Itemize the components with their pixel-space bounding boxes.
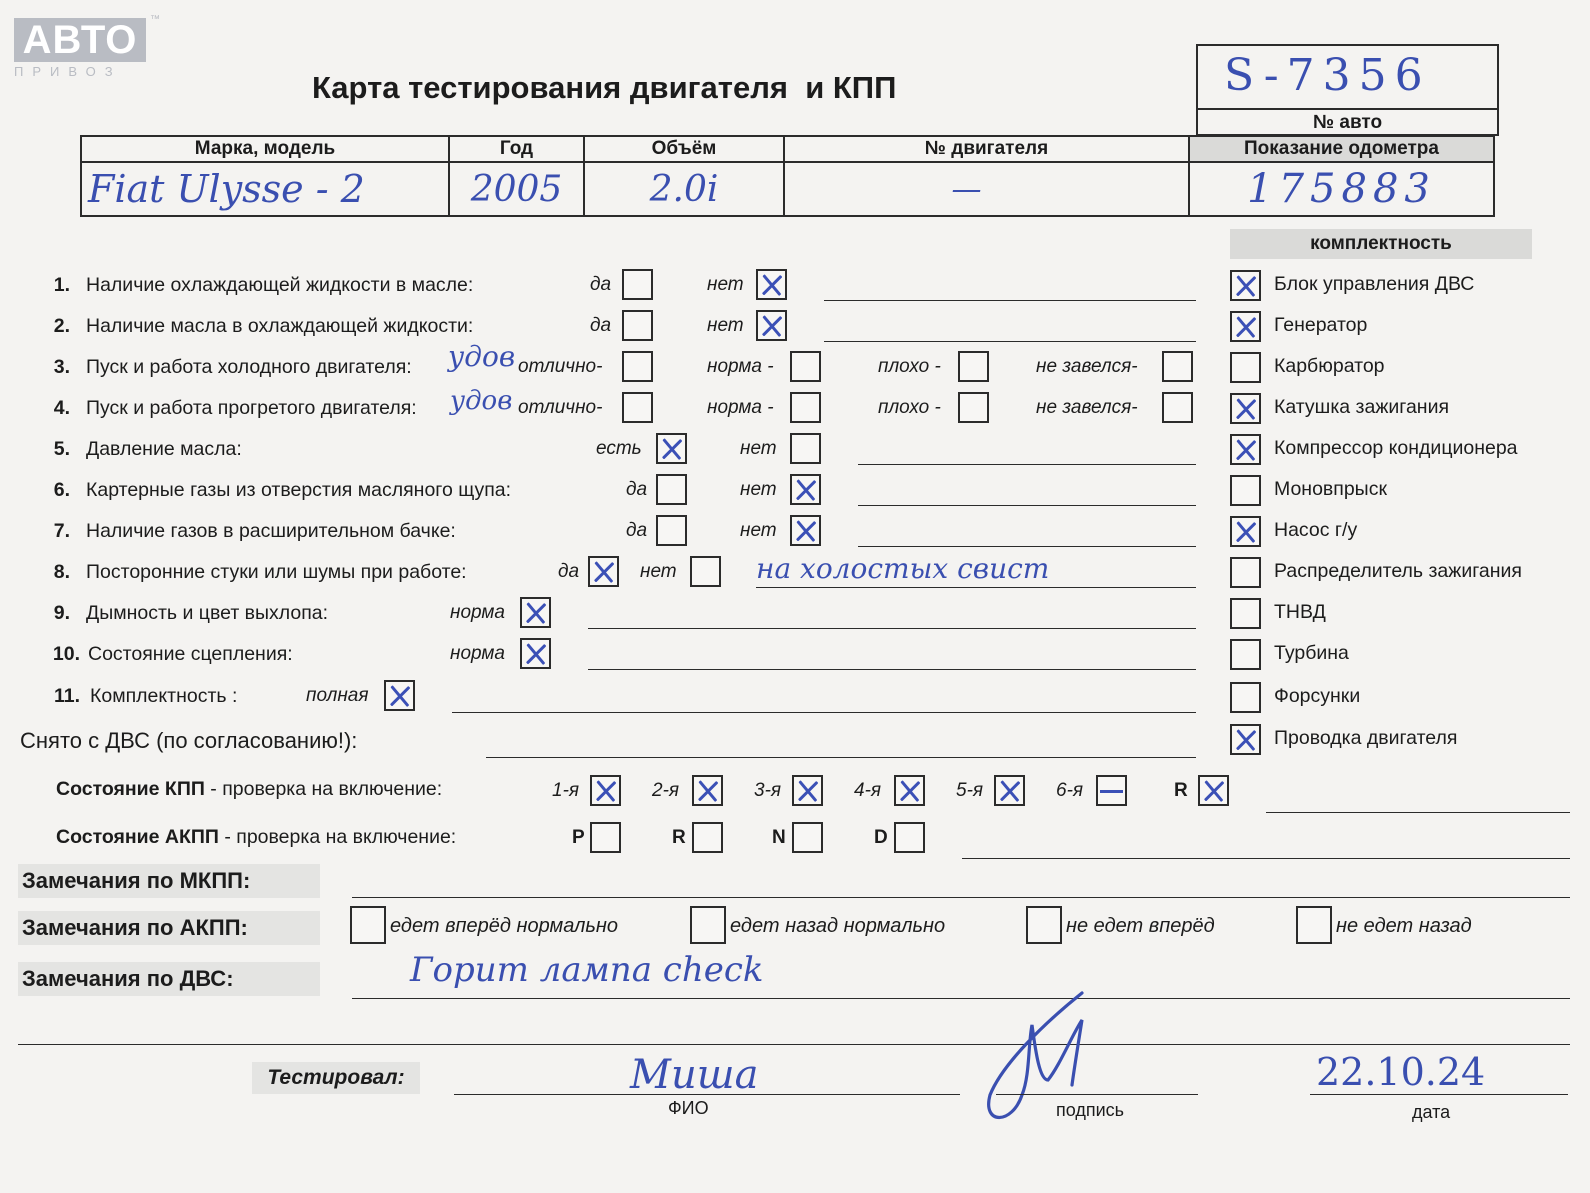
item-text: Пуск и работа холодного двигателя: [86, 356, 412, 378]
extra-line [18, 1044, 1570, 1045]
komplekt-checkbox[interactable] [1230, 475, 1261, 506]
option-label: полная [306, 685, 369, 706]
option-label: норма [450, 602, 505, 623]
yes-checkbox[interactable] [656, 433, 687, 464]
komplekt-checkbox[interactable] [1230, 724, 1261, 755]
akpp-option-label: едет назад нормально [730, 915, 946, 937]
item-number: 6. [53, 479, 70, 501]
date-value: 22.10.24 [1316, 1050, 1486, 1094]
option-label: не завелся- [1036, 397, 1138, 418]
date-label: дата [1412, 1102, 1451, 1122]
engine-number-value: — [784, 162, 1189, 216]
col-engine-number: № двигателя [784, 136, 1189, 162]
dvs-remarks-note: Горит лампа check [410, 950, 764, 990]
option-label: норма - [707, 356, 774, 377]
item-number: 4. [53, 397, 70, 419]
komplekt-label: Проводка двигателя [1274, 727, 1458, 749]
odometer-value: 175883 [1189, 162, 1494, 216]
akpp-backward-ok-checkbox[interactable] [690, 906, 726, 944]
yes-checkbox[interactable] [656, 515, 687, 546]
akpp-n-checkbox[interactable] [792, 822, 823, 853]
no-checkbox[interactable] [790, 515, 821, 546]
option-label: нет [640, 561, 677, 582]
auto-number-value: S-7356 [1224, 50, 1431, 101]
comment-line [824, 300, 1196, 301]
no-checkbox[interactable] [690, 556, 721, 587]
komplekt-checkbox[interactable] [1230, 393, 1261, 424]
mkpp-remarks-label: Замечания по МКПП: [18, 864, 320, 898]
akpp-p-checkbox[interactable] [590, 822, 621, 853]
item-text: Пуск и работа прогретого двигателя: [86, 397, 417, 419]
make-model-value: Fiat Ulysse - 2 [81, 162, 449, 216]
item-number: 11. [53, 685, 80, 707]
akpp-label-bold: Состояние АКПП [56, 826, 219, 848]
logo-tm: ™ [150, 14, 160, 25]
yes-checkbox[interactable] [622, 310, 653, 341]
signature-label: подпись [1056, 1100, 1125, 1120]
option-label: нет [740, 438, 777, 459]
komplekt-checkbox[interactable] [1230, 270, 1261, 301]
option-label: нет [707, 274, 744, 295]
komplekt-checkbox[interactable] [1230, 598, 1261, 629]
vehicle-info-table [80, 135, 1495, 217]
dvs-remarks-line [352, 998, 1570, 999]
signature-stroke [989, 993, 1082, 1118]
option-label: есть [596, 438, 642, 459]
item-number: 9. [53, 602, 70, 624]
item-text: Наличие газов в расширительном бачке: [86, 520, 456, 542]
fio-line [454, 1094, 960, 1095]
bad-checkbox[interactable] [958, 392, 989, 423]
gear-label: 3-я [754, 780, 782, 801]
item-number: 8. [53, 561, 70, 583]
page-title: Карта тестирования двигателя и КПП [312, 70, 897, 105]
excellent-checkbox[interactable] [622, 351, 653, 382]
not-started-checkbox[interactable] [1162, 351, 1193, 382]
date-line [1310, 1094, 1568, 1095]
komplekt-checkbox[interactable] [1230, 434, 1261, 465]
item-number: 1. [53, 274, 70, 296]
kpp-label-rest: - проверка на включение: [204, 778, 443, 800]
no-checkbox[interactable] [790, 433, 821, 464]
normal-checkbox[interactable] [790, 392, 821, 423]
logo-text: АВТО [14, 18, 146, 62]
handwritten-note: удов [450, 386, 513, 416]
mkpp-remarks-line [352, 897, 1570, 898]
akpp-position-label: N [772, 827, 786, 848]
signature-line [996, 1094, 1198, 1095]
comment-line [824, 341, 1196, 342]
gear-r-checkbox[interactable] [1198, 775, 1229, 806]
comment-line [858, 464, 1196, 465]
gear-4-checkbox[interactable] [894, 775, 925, 806]
col-make-model: Марка, модель [81, 136, 449, 162]
komplekt-label: Карбюратор [1274, 355, 1385, 377]
komplekt-label: Компрессор кондиционера [1274, 437, 1518, 459]
item-text: Давление масла: [86, 438, 242, 460]
komplekt-label: Генератор [1274, 314, 1368, 336]
option-label: да [626, 520, 648, 541]
removed-from-engine-line [486, 757, 1196, 758]
komplektnost-title: комплектность [1230, 229, 1532, 259]
akpp-no-backward-checkbox[interactable] [1296, 906, 1332, 944]
akpp-no-forward-checkbox[interactable] [1026, 906, 1062, 944]
yes-checkbox[interactable] [588, 556, 619, 587]
option-label: отлично- [518, 397, 603, 418]
komplekt-checkbox[interactable] [1230, 639, 1261, 670]
option-label: норма [450, 643, 505, 664]
option-label: нет [740, 520, 777, 541]
comment-line [858, 505, 1196, 506]
yes-checkbox[interactable] [656, 474, 687, 505]
fio-value: Миша [630, 1052, 759, 1098]
komplektnost-list [1230, 270, 1580, 770]
akpp-r-checkbox[interactable] [692, 822, 723, 853]
gear-3-checkbox[interactable] [792, 775, 823, 806]
akpp-position-label: P [572, 827, 585, 848]
option-label: нет [740, 479, 777, 500]
kpp-label-bold: Состояние КПП [56, 778, 205, 800]
akpp-position-label: R [672, 827, 686, 848]
akpp-option-label: не едет назад [1336, 915, 1472, 937]
logo [14, 14, 160, 82]
gear-2-checkbox[interactable] [692, 775, 723, 806]
option-label: отлично- [518, 356, 603, 377]
komplekt-label: Турбина [1274, 642, 1349, 664]
item-number: 7. [53, 520, 70, 542]
item-number: 5. [53, 438, 70, 460]
option-label: да [626, 479, 648, 500]
no-checkbox[interactable] [790, 474, 821, 505]
normal-checkbox[interactable] [790, 351, 821, 382]
komplekt-label: ТНВД [1274, 601, 1326, 623]
akpp-comment-line [962, 858, 1570, 859]
option-label: да [590, 315, 612, 336]
item-text: Наличие масла в охлаждающей жидкости: [86, 315, 474, 337]
akpp-label [56, 826, 456, 849]
comment-line [588, 628, 1196, 629]
option-label: не завелся- [1036, 356, 1138, 377]
fio-label: ФИО [668, 1098, 709, 1118]
akpp-option-label: едет вперёд нормально [390, 915, 619, 937]
akpp-label-rest: - проверка на включение: [218, 826, 457, 848]
gear-label: 6-я [1056, 780, 1084, 801]
not-started-checkbox[interactable] [1162, 392, 1193, 423]
comment-line [858, 546, 1196, 547]
option-label: плохо - [878, 397, 941, 418]
option-label: нет [707, 315, 744, 336]
handwritten-note: удов [448, 340, 516, 373]
item-number: 10. [52, 643, 80, 665]
item-text: Дымность и цвет выхлопа: [86, 602, 329, 624]
kpp-label [56, 778, 442, 801]
year-value: 2005 [449, 162, 584, 216]
gear-5-checkbox[interactable] [994, 775, 1025, 806]
logo-subtext: ПРИВОЗ [14, 64, 122, 79]
yes-checkbox[interactable] [622, 269, 653, 300]
col-odometer: Показание одометра [1189, 136, 1494, 162]
komplekt-checkbox[interactable] [1230, 311, 1261, 342]
komplekt-label: Моновпрыск [1274, 478, 1387, 500]
option-label: норма - [707, 397, 774, 418]
gear-6-checkbox[interactable] [1096, 775, 1127, 806]
auto-number-label: № авто [1198, 108, 1497, 134]
komplekt-label: Форсунки [1274, 685, 1361, 707]
option-label: да [590, 274, 612, 295]
item-number: 3. [53, 356, 70, 378]
item-text: Состояние сцепления: [88, 643, 293, 665]
komplekt-checkbox[interactable] [1230, 557, 1261, 588]
option-label: плохо - [878, 356, 941, 377]
normal-checkbox[interactable] [520, 638, 551, 669]
komplekt-label: Катушка зажигания [1274, 396, 1450, 418]
no-checkbox[interactable] [756, 310, 787, 341]
komplekt-label: Распределитель зажигания [1274, 560, 1522, 582]
komplekt-checkbox[interactable] [1230, 682, 1261, 713]
akpp-option-label: не едет вперёд [1066, 915, 1215, 937]
normal-checkbox[interactable] [520, 597, 551, 628]
gear-label: R [1174, 780, 1188, 801]
bad-checkbox[interactable] [958, 351, 989, 382]
komplekt-label: Блок управления ДВС [1274, 273, 1475, 295]
excellent-checkbox[interactable] [622, 392, 653, 423]
akpp-forward-ok-checkbox[interactable] [350, 906, 386, 944]
complete-checkbox[interactable] [384, 680, 415, 711]
item-text: Наличие охлаждающей жидкости в масле: [86, 274, 474, 296]
comment-line [452, 712, 1196, 713]
auto-number-box [1196, 44, 1499, 136]
komplekt-label: Насос г/у [1274, 519, 1358, 541]
tested-by-label: Тестировал: [252, 1062, 420, 1094]
item-text: Посторонние стуки или шумы при работе: [86, 561, 467, 583]
item-number: 2. [53, 315, 70, 337]
komplekt-checkbox[interactable] [1230, 516, 1261, 547]
gear-1-checkbox[interactable] [590, 775, 621, 806]
volume-value: 2.0i [584, 162, 784, 216]
comment-line [756, 587, 1196, 588]
no-checkbox[interactable] [756, 269, 787, 300]
item-text: Картерные газы из отверстия масляного щупа: [86, 479, 512, 501]
comment-line [588, 669, 1196, 670]
col-year: Год [449, 136, 584, 162]
gear-label: 5-я [956, 780, 984, 801]
col-volume: Объём [584, 136, 784, 162]
akpp-position-label: D [874, 827, 888, 848]
komplekt-checkbox[interactable] [1230, 352, 1261, 383]
dvs-remarks-label: Замечания по ДВС: [18, 962, 320, 996]
item-text: Комплектность : [90, 685, 238, 707]
akpp-d-checkbox[interactable] [894, 822, 925, 853]
handwritten-note: на холостых свист [756, 552, 1050, 585]
removed-from-engine-label: Снято с ДВС (по согласованию!): [20, 728, 358, 753]
option-label: да [558, 561, 580, 582]
akpp-remarks-label: Замечания по АКПП: [18, 911, 320, 945]
gear-label: 2-я [652, 780, 680, 801]
gear-label: 1-я [552, 780, 580, 801]
kpp-comment-line [1266, 812, 1570, 813]
gear-label: 4-я [854, 780, 882, 801]
